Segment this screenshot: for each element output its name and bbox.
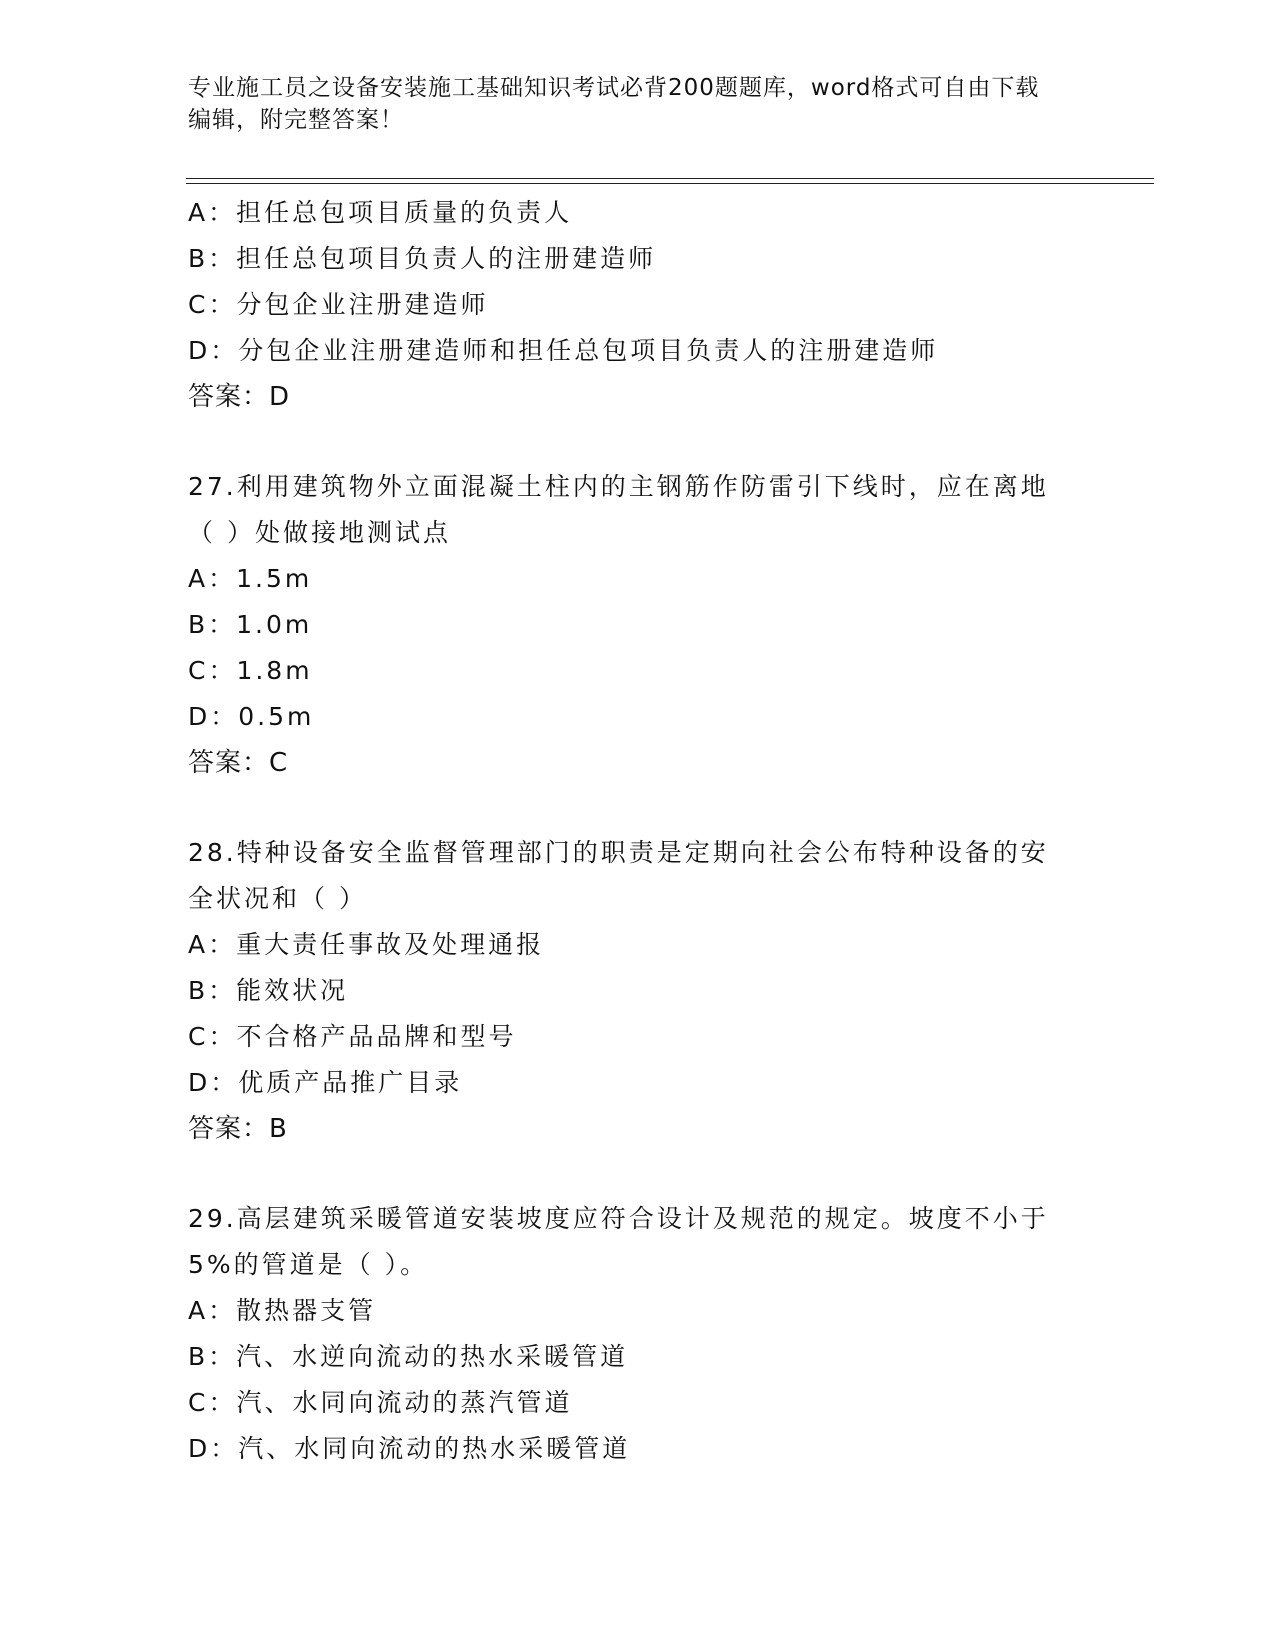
question-spacer: [188, 420, 1088, 464]
q26-option-c: C：分包企业注册建造师: [188, 290, 489, 319]
q27-option-b: B：1.0m: [188, 610, 313, 639]
q26-option-d: D：分包企业注册建造师和担任总包项目负责人的注册建造师: [188, 336, 939, 365]
question-28: [188, 830, 1088, 1152]
q28-option-d: D：优质产品推广目录: [188, 1068, 463, 1097]
q27-stem-line-1: 27.利用建筑物外立面混凝土柱内的主钢筋作防雷引下线时，应在离地: [188, 472, 1049, 501]
q28-stem-line-2: 全状况和（ ）: [188, 884, 367, 913]
question-29: [188, 1196, 1088, 1472]
q29-stem-line-1: 29.高层建筑采暖管道安装坡度应符合设计及规范的规定。坡度不小于: [188, 1204, 1049, 1233]
q27-answer: 答案：C: [188, 748, 289, 778]
q29-option-d: D：汽、水同向流动的热水采暖管道: [188, 1434, 631, 1463]
q27-option-c: C：1.8m: [188, 656, 313, 685]
question-spacer: [188, 786, 1088, 830]
q27-stem-line-2: （ ）处做接地测试点: [188, 518, 451, 547]
q26-answer: 答案：D: [188, 382, 291, 412]
q27-option-d: D：0.5m: [188, 702, 315, 731]
document-header: [188, 72, 1088, 136]
q29-option-a: A：散热器支管: [188, 1296, 377, 1325]
q28-option-b: B：能效状况: [188, 976, 349, 1005]
header-divider-top: [186, 178, 1154, 179]
q28-stem-line-1: 28.特种设备安全监督管理部门的职责是定期向社会公布特种设备的安: [188, 838, 1049, 867]
q26-option-b: B：担任总包项目负责人的注册建造师: [188, 244, 657, 273]
q28-option-c: C：不合格产品品牌和型号: [188, 1022, 517, 1051]
question-27: [188, 464, 1088, 786]
question-spacer: [188, 1152, 1088, 1196]
q28-option-a: A：重大责任事故及处理通报: [188, 930, 545, 959]
question-26: [188, 190, 1088, 420]
question-list: [188, 190, 1088, 1472]
header-divider-bottom: [186, 183, 1154, 184]
q29-stem-line-2: 5%的管道是（ ）。: [188, 1250, 429, 1279]
q28-answer: 答案：B: [188, 1114, 288, 1144]
q29-option-b: B：汽、水逆向流动的热水采暖管道: [188, 1342, 629, 1371]
q29-option-c: C：汽、水同向流动的蒸汽管道: [188, 1388, 573, 1417]
header-title-line-1: 专业施工员之设备安装施工基础知识考试必背200题题库，word格式可自由下载: [188, 75, 1040, 101]
q26-option-a: A：担任总包项目质量的负责人: [188, 198, 573, 227]
header-title-line-2: 编辑，附完整答案！: [188, 107, 404, 133]
q27-option-a: A：1.5m: [188, 564, 313, 593]
